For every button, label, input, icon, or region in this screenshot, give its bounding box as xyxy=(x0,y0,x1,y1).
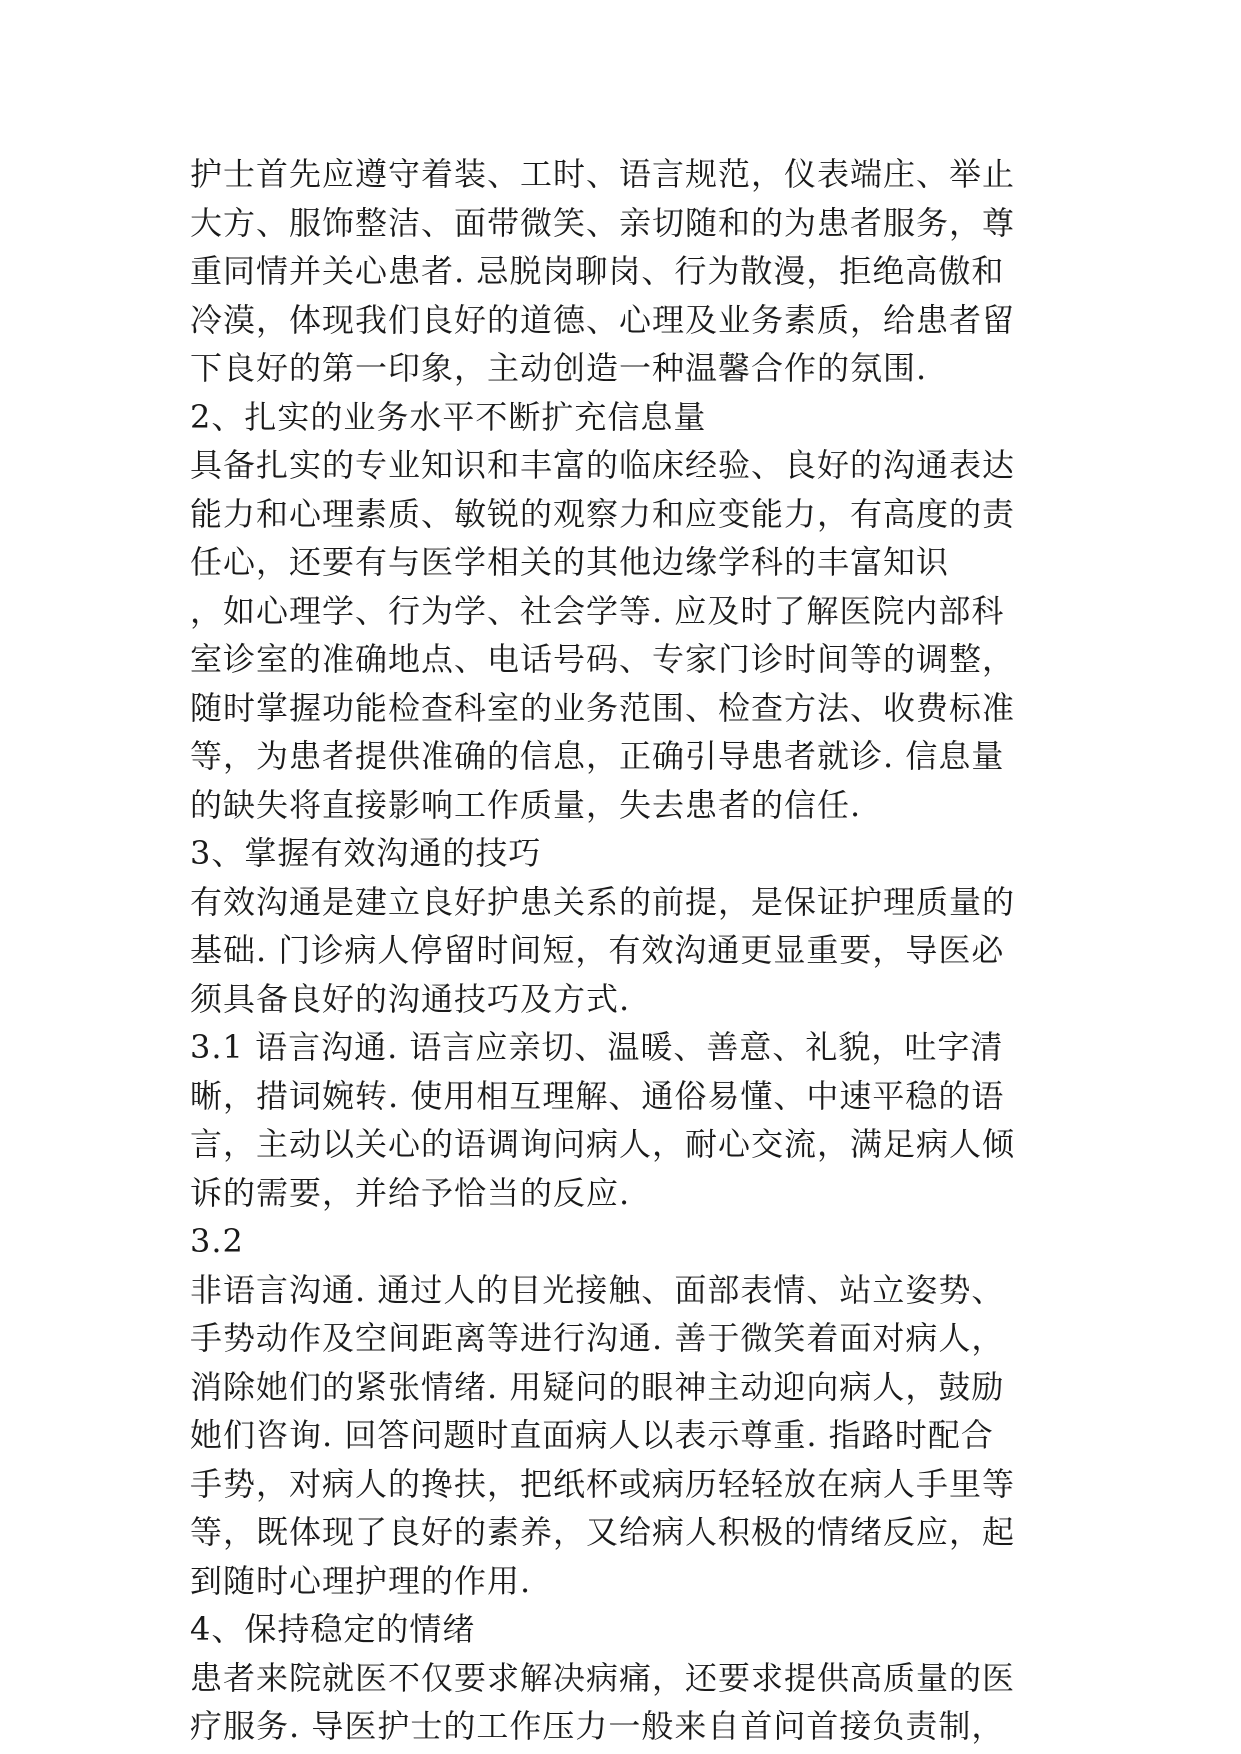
text-line: 有效沟通是建立良好护患关系的前提，是保证护理质量的 xyxy=(190,882,1016,921)
text-line: 她们咨询. 回答问题时直面病人以表示尊重. 指路时配合 xyxy=(190,1416,994,1454)
text-line: 的缺失将直接影响工作质量，失去患者的信任. xyxy=(190,785,862,824)
text-line: 护士首先应遵守着装、工时、语言规范，仪表端庄、举止 xyxy=(190,155,1016,193)
text-line: 3.1 语言沟通. 语言应亲切、温暖、善意、礼貌，吐字清 xyxy=(190,1028,1004,1066)
text-line: 手势，对病人的搀扶，把纸杯或病历轻轻放在病人手里等 xyxy=(190,1464,1016,1503)
text-line: 3.2 xyxy=(190,1222,244,1260)
text-line: 疗服务. 导医护士的工作压力一般来自首问首接负责制， xyxy=(190,1707,1005,1745)
text-line: 消除她们的紧张情绪. 用疑问的眼神主动迎向病人，鼓励 xyxy=(190,1367,1005,1406)
text-line: 到随时心理护理的作用. xyxy=(190,1561,532,1600)
text-line: 能力和心理素质、敏锐的观察力和应变能力，有高度的责 xyxy=(190,494,1016,533)
section-heading: 4、保持稳定的情绪 xyxy=(190,1610,476,1648)
text-line: 大方、服饰整洁、面带微笑、亲切随和的为患者服务，尊 xyxy=(190,203,1016,242)
text-line: 诉的需要，并给予恰当的反应. xyxy=(190,1173,631,1212)
text-line: 非语言沟通. 通过人的目光接触、面部表情、站立姿势、 xyxy=(190,1270,1005,1309)
text-line: ，如心理学、行为学、社会学等. 应及时了解医院内部科 xyxy=(190,591,1005,630)
section-heading: 2、扎实的业务水平不断扩充信息量 xyxy=(190,397,707,436)
text-line: 等，既体现了良好的素养，又给病人积极的情绪反应，起 xyxy=(190,1513,1016,1551)
text-line: 具备扎实的专业知识和丰富的临床经验、良好的沟通表达 xyxy=(190,446,1016,484)
text-line: 室诊室的准确地点、电话号码、专家门诊时间等的调整， xyxy=(190,640,1016,678)
text-line: 患者来院就医不仅要求解决病痛，还要求提供高质量的医 xyxy=(190,1658,1016,1697)
section-heading: 3、掌握有效沟通的技巧 xyxy=(190,834,542,872)
text-line: 重同情并关心患者. 忌脱岗聊岗、行为散漫，拒绝高傲和 xyxy=(190,252,1005,290)
text-line: 随时掌握功能检查科室的业务范围、检查方法、收费标准 xyxy=(190,688,1016,727)
text-line: 下良好的第一印象，主动创造一种温馨合作的氛围. xyxy=(190,349,928,387)
text-line: 须具备良好的沟通技巧及方式. xyxy=(190,979,631,1018)
text-line: 晰，措词婉转. 使用相互理解、通俗易懂、中速平稳的语 xyxy=(190,1076,1005,1115)
text-line: 任心，还要有与医学相关的其他边缘学科的丰富知识 xyxy=(190,543,950,581)
text-line: 冷漠，体现我们良好的道德、心理及业务素质，给患者留 xyxy=(190,300,1016,339)
body-text xyxy=(190,150,1070,1751)
text-line: 等，为患者提供准确的信息，正确引导患者就诊. 信息量 xyxy=(190,737,1005,775)
text-line: 言，主动以关心的语调询问病人，耐心交流，满足病人倾 xyxy=(190,1125,1016,1163)
text-line: 基础. 门诊病人停留时间短，有效沟通更显重要，导医必 xyxy=(190,931,1005,969)
text-line: 手势动作及空间距离等进行沟通. 善于微笑着面对病人， xyxy=(190,1319,1005,1357)
